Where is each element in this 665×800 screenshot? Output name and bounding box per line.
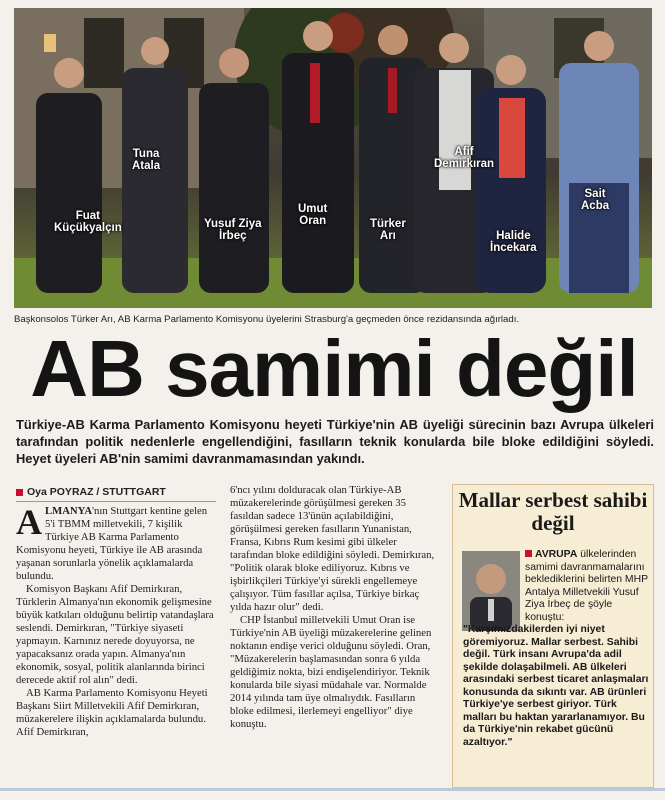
photo-caption: Başkonsolos Türker Arı, AB Karma Parlamento Komisyonu üyelerini Strasburg'a geçmeden önce rezidansında ağırladı. <box>14 314 520 325</box>
col1-paragraph-3: AB Karma Parlamento Komisyonu Heyeti Başkanı Siirt Milletvekili Afif Demirkıran, müzakerelere ilişkin açıklamalarda bulundu. Afif Demirkıran, <box>16 687 208 738</box>
headline: AB samimi değil <box>30 324 638 413</box>
sidebar-marker-icon <box>525 550 532 557</box>
byline-text: Oya POYRAZ / STUTTGART <box>27 486 166 498</box>
person-label-afif: Afif Demirkıran <box>434 146 495 170</box>
person-label-yusuf: Yusuf Ziya İrbeç <box>204 218 262 242</box>
lamp-icon <box>44 34 56 52</box>
article-column-1 <box>16 502 216 739</box>
person-label-umut: Umut Oran <box>298 203 328 227</box>
sidebar-text <box>463 549 649 749</box>
dropcap: A <box>16 502 42 542</box>
person-label-sait: Sait Acba <box>581 188 610 212</box>
sidebar-title: Mallar serbest sahibi değil <box>458 488 648 535</box>
person-label-fuat: Fuat Küçükyalçın <box>54 210 122 234</box>
col2-paragraph-2: CHP İstanbul milletvekili Umut Oran ise Türkiye'nin AB üyeliği müzakerelerine gelinen noktanın endişe verici olduğunu söyledi. Oran, "Müzakerelerin başlamasından sonra 6 yılda geldiğimiz nokta, bizi endişelendiriyor. Teknik konularda bile siyasi müdahale var. Normalde 2014 yılında tam üye olmalıydık. Fasılların bloke edilmesi, ilerlemeyi engelliyor" diye konuştu. <box>230 614 432 730</box>
byline <box>16 486 216 498</box>
lead-paragraph: Türkiye-AB Karma Parlamento Komisyonu heyeti Türkiye'nin AB üyeliği sürecinin bazı Avrupa ülkeleri tarafından politik nedenlerle engellendiğini, fasılların teknik konularda bile bloke edildiğini söyledi. Heyet üyeleri AB'nin samimi davranmamasından yakındı. <box>16 417 654 466</box>
sidebar-lead-word: AVRUPA <box>535 549 578 560</box>
sidebar-paragraph-1: ülkelerinden samimi davranmamalarını beklediklerini belirten MHP Antalya Milletvekili Yusuf Ziya İrbeç de şöyle konuştu: <box>525 549 648 623</box>
person-label-tuna: Tuna Atala <box>132 148 161 172</box>
group-photo <box>14 8 652 308</box>
person-label-turker: Türker Arı <box>370 218 406 242</box>
person-label-halide: Halide İncekara <box>490 230 537 254</box>
article-column-2 <box>230 484 440 731</box>
col1-paragraph-2: Komisyon Başkanı Afif Demirkıran, Türklerin Almanya'nın ekonomik gelişmesine büyük katkıları olduğunu belirtip vatandaşlara seslendi. Demirkıran, "Türkiye siyaseti yapmayın. Karnınız nerede doyuyorsa, ne yapacaksanız orada yapın. Almanya'nın ekonomik, sosyal, politik alanlarında birinci derecede aktif rol alın" dedi. <box>16 583 214 686</box>
col2-paragraph-1: 6'ncı yılını dolduracak olan Türkiye-AB müzakerelerinde görüşülmesi gereken 35 fasıldan sadece 13'ünün açılabildiğini, görüşülmesi gereken fasılların Yunanistan, Fransa, Kıbrıs Rum kesimi gibi ülkeler tarafından bloke edildiğini söyledi. Demirkıran, "Politik olarak bloke ediliyoruz. Kıbrıs ve işbirlikçileri Türkiye'yi sürekli engellemeye çalışıyor. Tüm fasıllar açılsa, Türkiye birkaç yılda hazır olur" dedi. <box>230 484 435 613</box>
group-photo-illustration <box>14 8 652 308</box>
sidebar-box <box>452 484 654 788</box>
sidebar-quote: "Karşımızdakilerden iyi niyet göremiyoruz. Mallar serbest. Sahibi değil. Türk insanı Avrupa'da adil şekilde dolaşabilmeli. AB ülkeleri arasındaki serbest ticaret anlaşmaları konusunda da sıkıntı var. AB ürünleri Türkiye'ye serbest giriyor. Türk malları bu haktan yararlanamıyor. Bu da Türkiye'nin rekabet gücünü azaltıyor." <box>463 624 649 748</box>
col1-paragraph-1: 'nın Stuttgart kentine gelen 5'i TBMM milletvekili, 7 kişilik Türkiye AB Karma Parlamento Komisyonu heyeti, Türkiye ile AB arasında yaşanan sorunlarla yönelik açıklamalarda bulundu. <box>16 505 208 582</box>
byline-marker-icon <box>16 489 23 496</box>
col1-lead-word: LMANYA <box>45 505 93 517</box>
page-bottom-rule <box>0 788 665 791</box>
byline-divider <box>16 501 216 502</box>
